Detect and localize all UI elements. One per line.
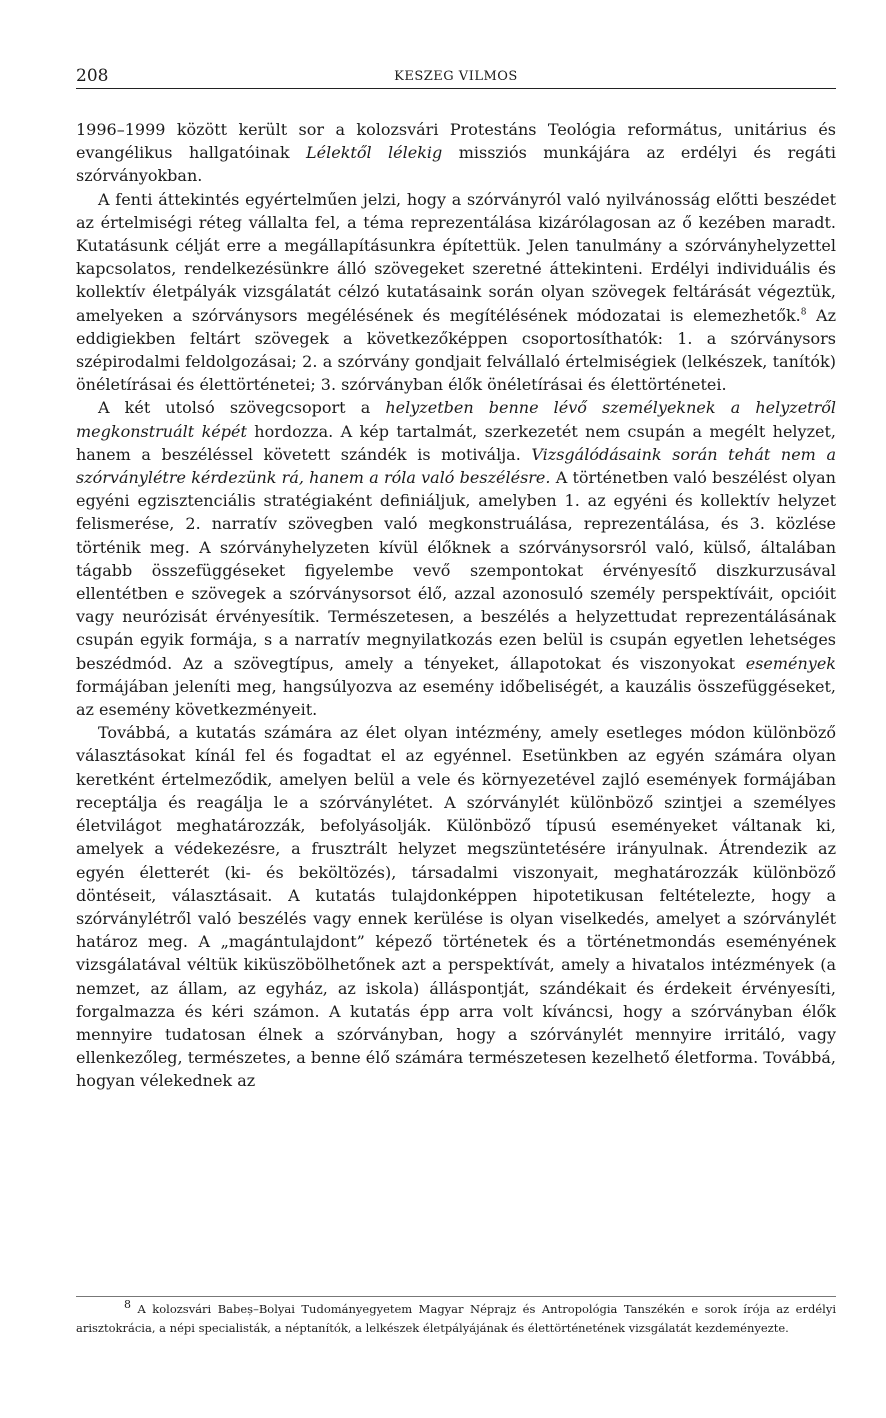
text-run: 1996–1999 között került sor a kolozsvári Protestáns Teológia református, unitárius és evangélikus hallgatóinak — [76, 120, 836, 163]
footnote-text: A kolozsvári Babeș–Bolyai Tudományegyetem Magyar Néprajz és Antropológia Tanszékén e sorok írója az erdélyi arisztokrácia, a népi specialisták, a néptanítók, a lelkészek életpályájának és élettörténetének vizsgálatát kezdeményezte. — [76, 1302, 836, 1335]
paragraph — [76, 396, 836, 721]
text-run: A két utolsó szövegcsoport a — [98, 398, 386, 418]
text-run: Az eddigiekben feltárt szövegek a következőképpen csoportosíthatók: 1. a szórványsors szépirodalmi feldolgozásai; 2. a szórvány gondjait felvállaló értelmiségiek (lelkészek, tanítók) önéletírásai és élettörténetei; 3. szórványban élők önéletírásai és élettörténetei. — [76, 305, 836, 395]
emphasis-text: események — [745, 653, 836, 673]
emphasis-text: helyzetben benne lévő személyeknek a helyzetről megkonstruált képét — [76, 398, 836, 441]
text-run: Továbbá, a kutatás számára az élet olyan intézmény, amely esetleges módon különböző választásokat kínál fel és fogadtat el az egyénnel. Esetünkben az egyén számára olyan keretként értelmeződik, amelyen belül a vele és környezetével zajló események formájában receptálja és reagálja le a szórványlétet. A szórványlét különböző szintjei a személyes életvilágot meghatározzák, befolyásolják. Különböző típusú eseményeket váltanak ki, amelyek a védekezésre, a frusztrált helyzet megszüntetésére irányulnak. Átrendezik az egyén életterét (ki- és beköltözés), társadalmi viszonyait, meghatározzák különböző döntéseit, választásait. A kutatás tulajdonképpen hipotetikusan feltételezte, hogy a szórványlétről való beszélés vagy ennek kerülése is olyan viselkedés, amelyet a szórványlét határoz meg. A „magántulajdont” képező történetek és a történetmondás eseményének vizsgálatával véltük kiküszöbölhetőnek azt a perspektívát, amely a hivatalos intézmények (a nemzet, az állam, az egyház, az iskola) álláspontját, szándékait és érdekeit érvényesíti, forgalmazza és kéri számon. A kutatás épp arra volt kíváncsi, hogy a szórványban élők mennyire tudatosan élnek a szórványban, hogy a szórványlét mennyire irritáló, vagy ellenkezőleg, természetes, a benne élő számára természetesen kezelhető életforma. Továbbá, hogyan vélekednek az — [76, 723, 836, 1091]
text-run: formájában jeleníti meg, hangsúlyozva az esemény időbeliségét, a kauzális összefüggéseket, az esemény következményeit. — [76, 676, 836, 720]
text-run: A fenti áttekintés egyértelműen jelzi, hogy a szórványról való nyilvánosság előtti beszédet az értelmiségi réteg vállalta fel, a téma reprezentálása kizárólagosan az ő kezében maradt. Kutatásunk célját erre a megállapításunkra építettük. Jelen tanulmány a szórványhelyzettel kapcsolatos, rendelkezésünkre álló szövegeket szeretné áttekinteni. Erdélyi individuális és kollektív életpályák vizsgálatát célzó kutatásaink során olyan szövegek feltárását végeztük, amelyeken a szórványsors megélésének és megítélésének módozatai is elemezhetők. — [76, 189, 836, 325]
running-head: KESZEG VILMOS — [394, 69, 518, 84]
page-number: 208 — [76, 66, 109, 86]
emphasis-text: Vizsgálódásaink során tehát nem a szórványlétre kérdezünk rá, hanem a róla való beszélésre. — [76, 444, 836, 488]
text-run: hordozza. A kép tartalmát, szerkezetét nem csupán a megélt helyzet, hanem a beszéléssel követett szándék is motiválja. — [76, 421, 836, 464]
footnote-reference: 8 — [800, 307, 807, 318]
page-header — [76, 66, 836, 89]
body-text — [76, 118, 836, 1093]
footnote-rule — [76, 1296, 836, 1297]
text-run: A történetben való beszélést olyan egyéni egzisztenciális stratégiaként definiáljuk, amelyben 1. az egyéni és kollektív helyzet felismerése, 2. narratív szövegben való megkonstruálása, reprezentálása, és 3. közlése történik meg. A szórványhelyzeten kívül élőknek a szórványsorsról való, külső, általában tágabb összefüggéseket figyelembe vevő szempontokat érvényesítő diszkurzusával ellentétben e szövegek a szórványsorsot élő, azzal azonosuló személy perspektíváit, opcióit vagy neurózisát érvényesítik. Természetesen, a beszélés a helyzettudat reprezentálásának csupán egyik formája, s a narratív megnyilatkozás ezen belül is csupán egyetlen lehetséges beszédmód. Az a szövegtípus, amely a tényeket, állapotokat és viszonyokat — [76, 468, 836, 673]
text-run: missziós munkájára az erdélyi és regáti szórványokban. — [76, 143, 837, 186]
paragraph — [76, 188, 836, 397]
paragraph — [76, 118, 836, 188]
footnote — [76, 1300, 836, 1338]
emphasis-text: Lélektől lélekig — [306, 143, 443, 163]
footnote-marker: 8 — [124, 1298, 131, 1312]
paragraph — [76, 721, 836, 1092]
